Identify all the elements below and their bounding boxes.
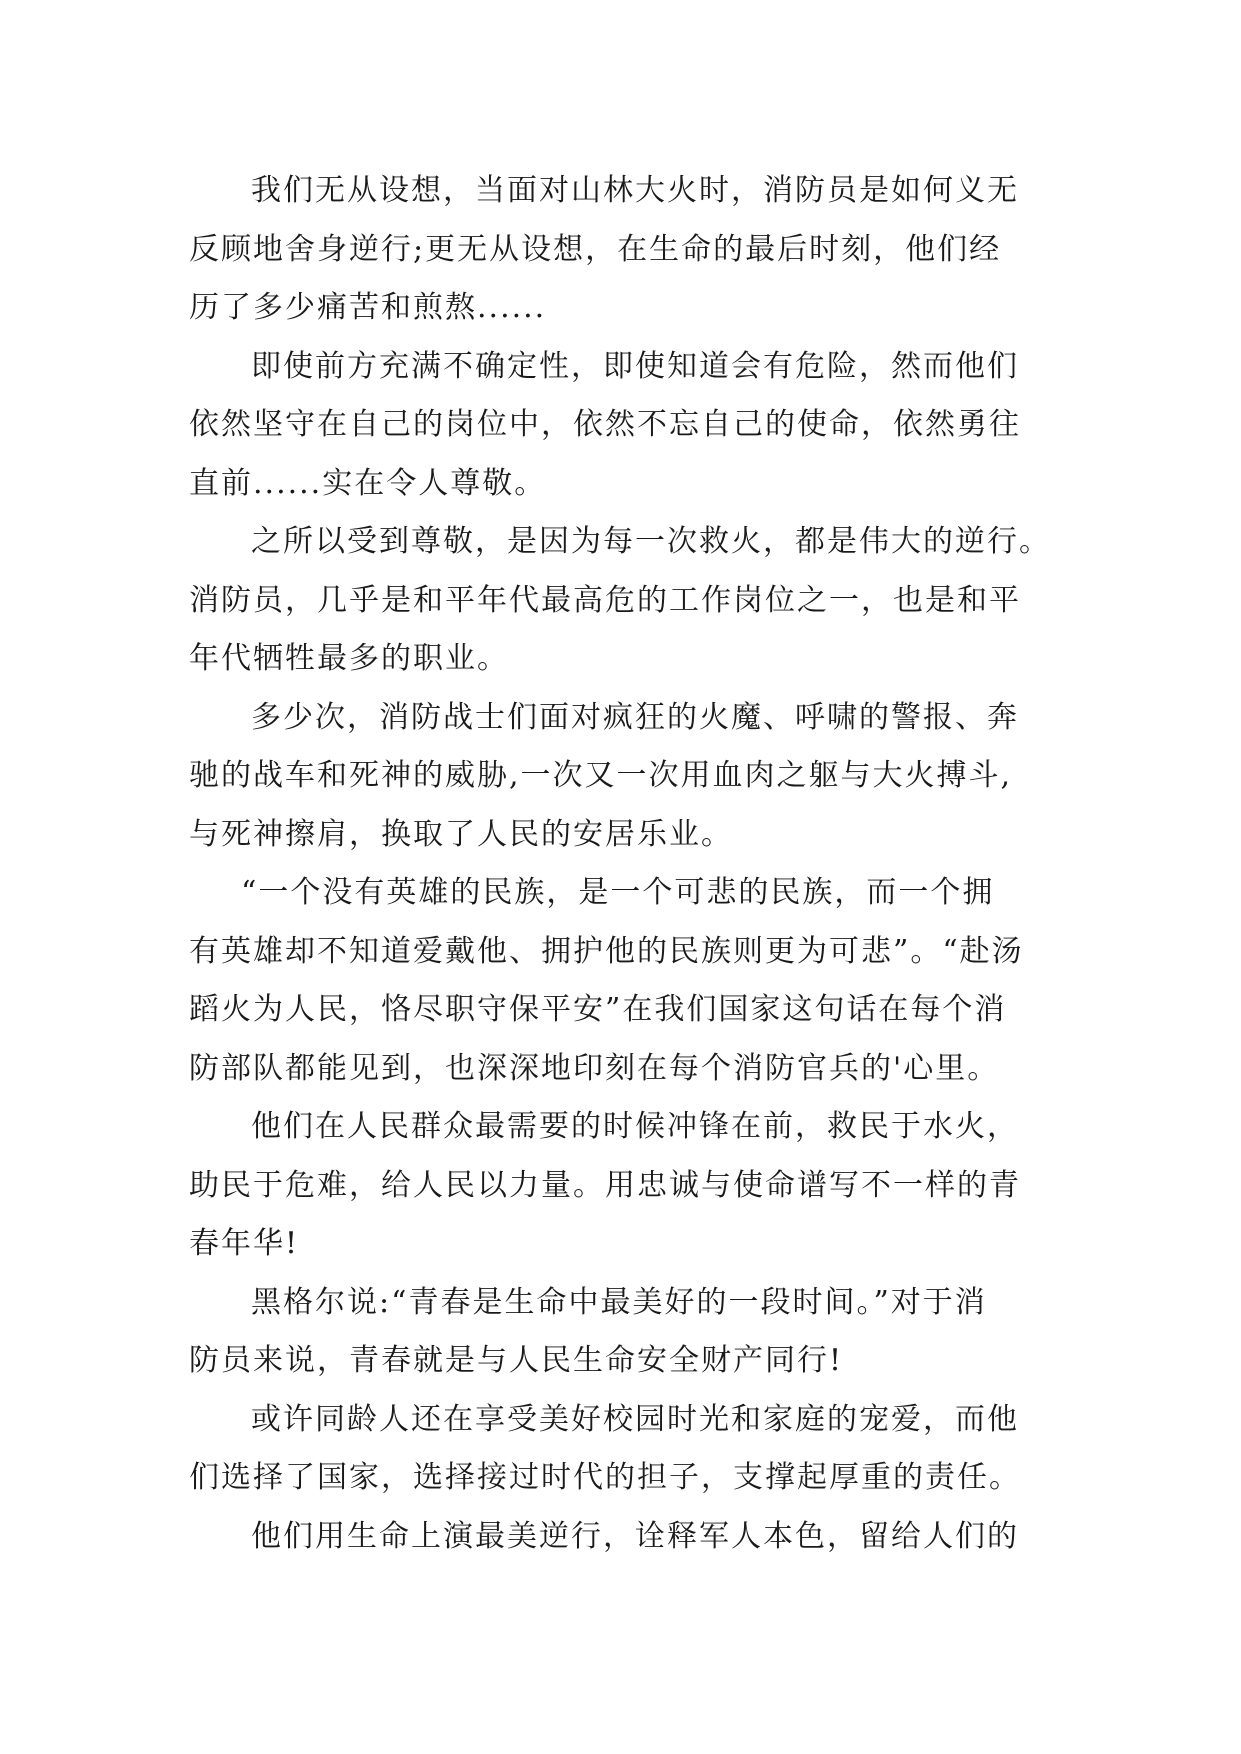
paragraph-line: 助民于危难，给人民以力量。用忠诚与使命谱写不一样的青 <box>189 1167 1021 1203</box>
paragraph-line: 年代牺牲最多的职业。 <box>189 641 509 676</box>
paragraph-line: 们选择了国家，选择接过时代的担子，支撑起厚重的责任。 <box>189 1460 1021 1495</box>
paragraph-line: 防员来说，青春就是与人民生命安全财产同行! <box>189 1343 844 1378</box>
paragraph-line: 春年华! <box>189 1226 300 1261</box>
paragraph-line: 或许同龄人还在享受美好校园时光和家庭的宠爱，而他 <box>251 1401 1019 1437</box>
paragraph-line: “一个没有英雄的民族，是一个可悲的民族，而一个拥 <box>241 875 995 910</box>
paragraph-line: 消防员，几乎是和平年代最高危的工作岗位之一，也是和平 <box>189 582 1021 618</box>
paragraph-line: 反顾地舍身逆行;更无从设想，在生命的最后时刻，他们经 <box>189 231 1002 267</box>
paragraph-line: 有英雄却不知道爱戴他、拥护他的民族则更为可悲”。“赴汤 <box>189 933 1024 969</box>
paragraph-line: 即使前方充满不确定性，即使知道会有危险，然而他们 <box>251 348 1019 384</box>
body-text <box>189 162 1051 1566</box>
paragraph-line: 蹈火为人民，恪尽职守保平安”在我们国家这句话在每个消 <box>189 992 1007 1027</box>
paragraph-line: 与死神擦肩，换取了人民的安居乐业。 <box>189 816 733 852</box>
paragraph-line: 直前......实在令人尊敬。 <box>189 465 547 501</box>
paragraph-line: 历了多少痛苦和煎熬...... <box>189 290 547 325</box>
paragraph-line: 他们在人民群众最需要的时候冲锋在前，救民于水火， <box>251 1109 1019 1144</box>
paragraph-line: 多少次，消防战士们面对疯狂的火魔、呼啸的警报、奔 <box>251 699 1019 735</box>
paragraph-line: 黑格尔说:“青春是生命中最美好的一段时间。”对于消 <box>251 1284 987 1320</box>
paragraph-line: 之所以受到尊敬，是因为每一次救火，都是伟大的逆行。 <box>251 524 1051 559</box>
paragraph-line: 防部队都能见到，也深深地印刻在每个消防官兵的'心里。 <box>189 1050 1000 1086</box>
paragraph-line: 依然坚守在自己的岗位中，依然不忘自己的使命，依然勇往 <box>189 407 1021 442</box>
paragraph-line: 驰的战车和死神的威胁,一次又一次用血肉之躯与大火搏斗, <box>189 758 1013 793</box>
paragraph-line: 他们用生命上演最美逆行，诠释军人本色，留给人们的 <box>251 1518 1019 1554</box>
paragraph-line: 我们无从设想，当面对山林大火时，消防员是如何义无 <box>251 173 1019 208</box>
